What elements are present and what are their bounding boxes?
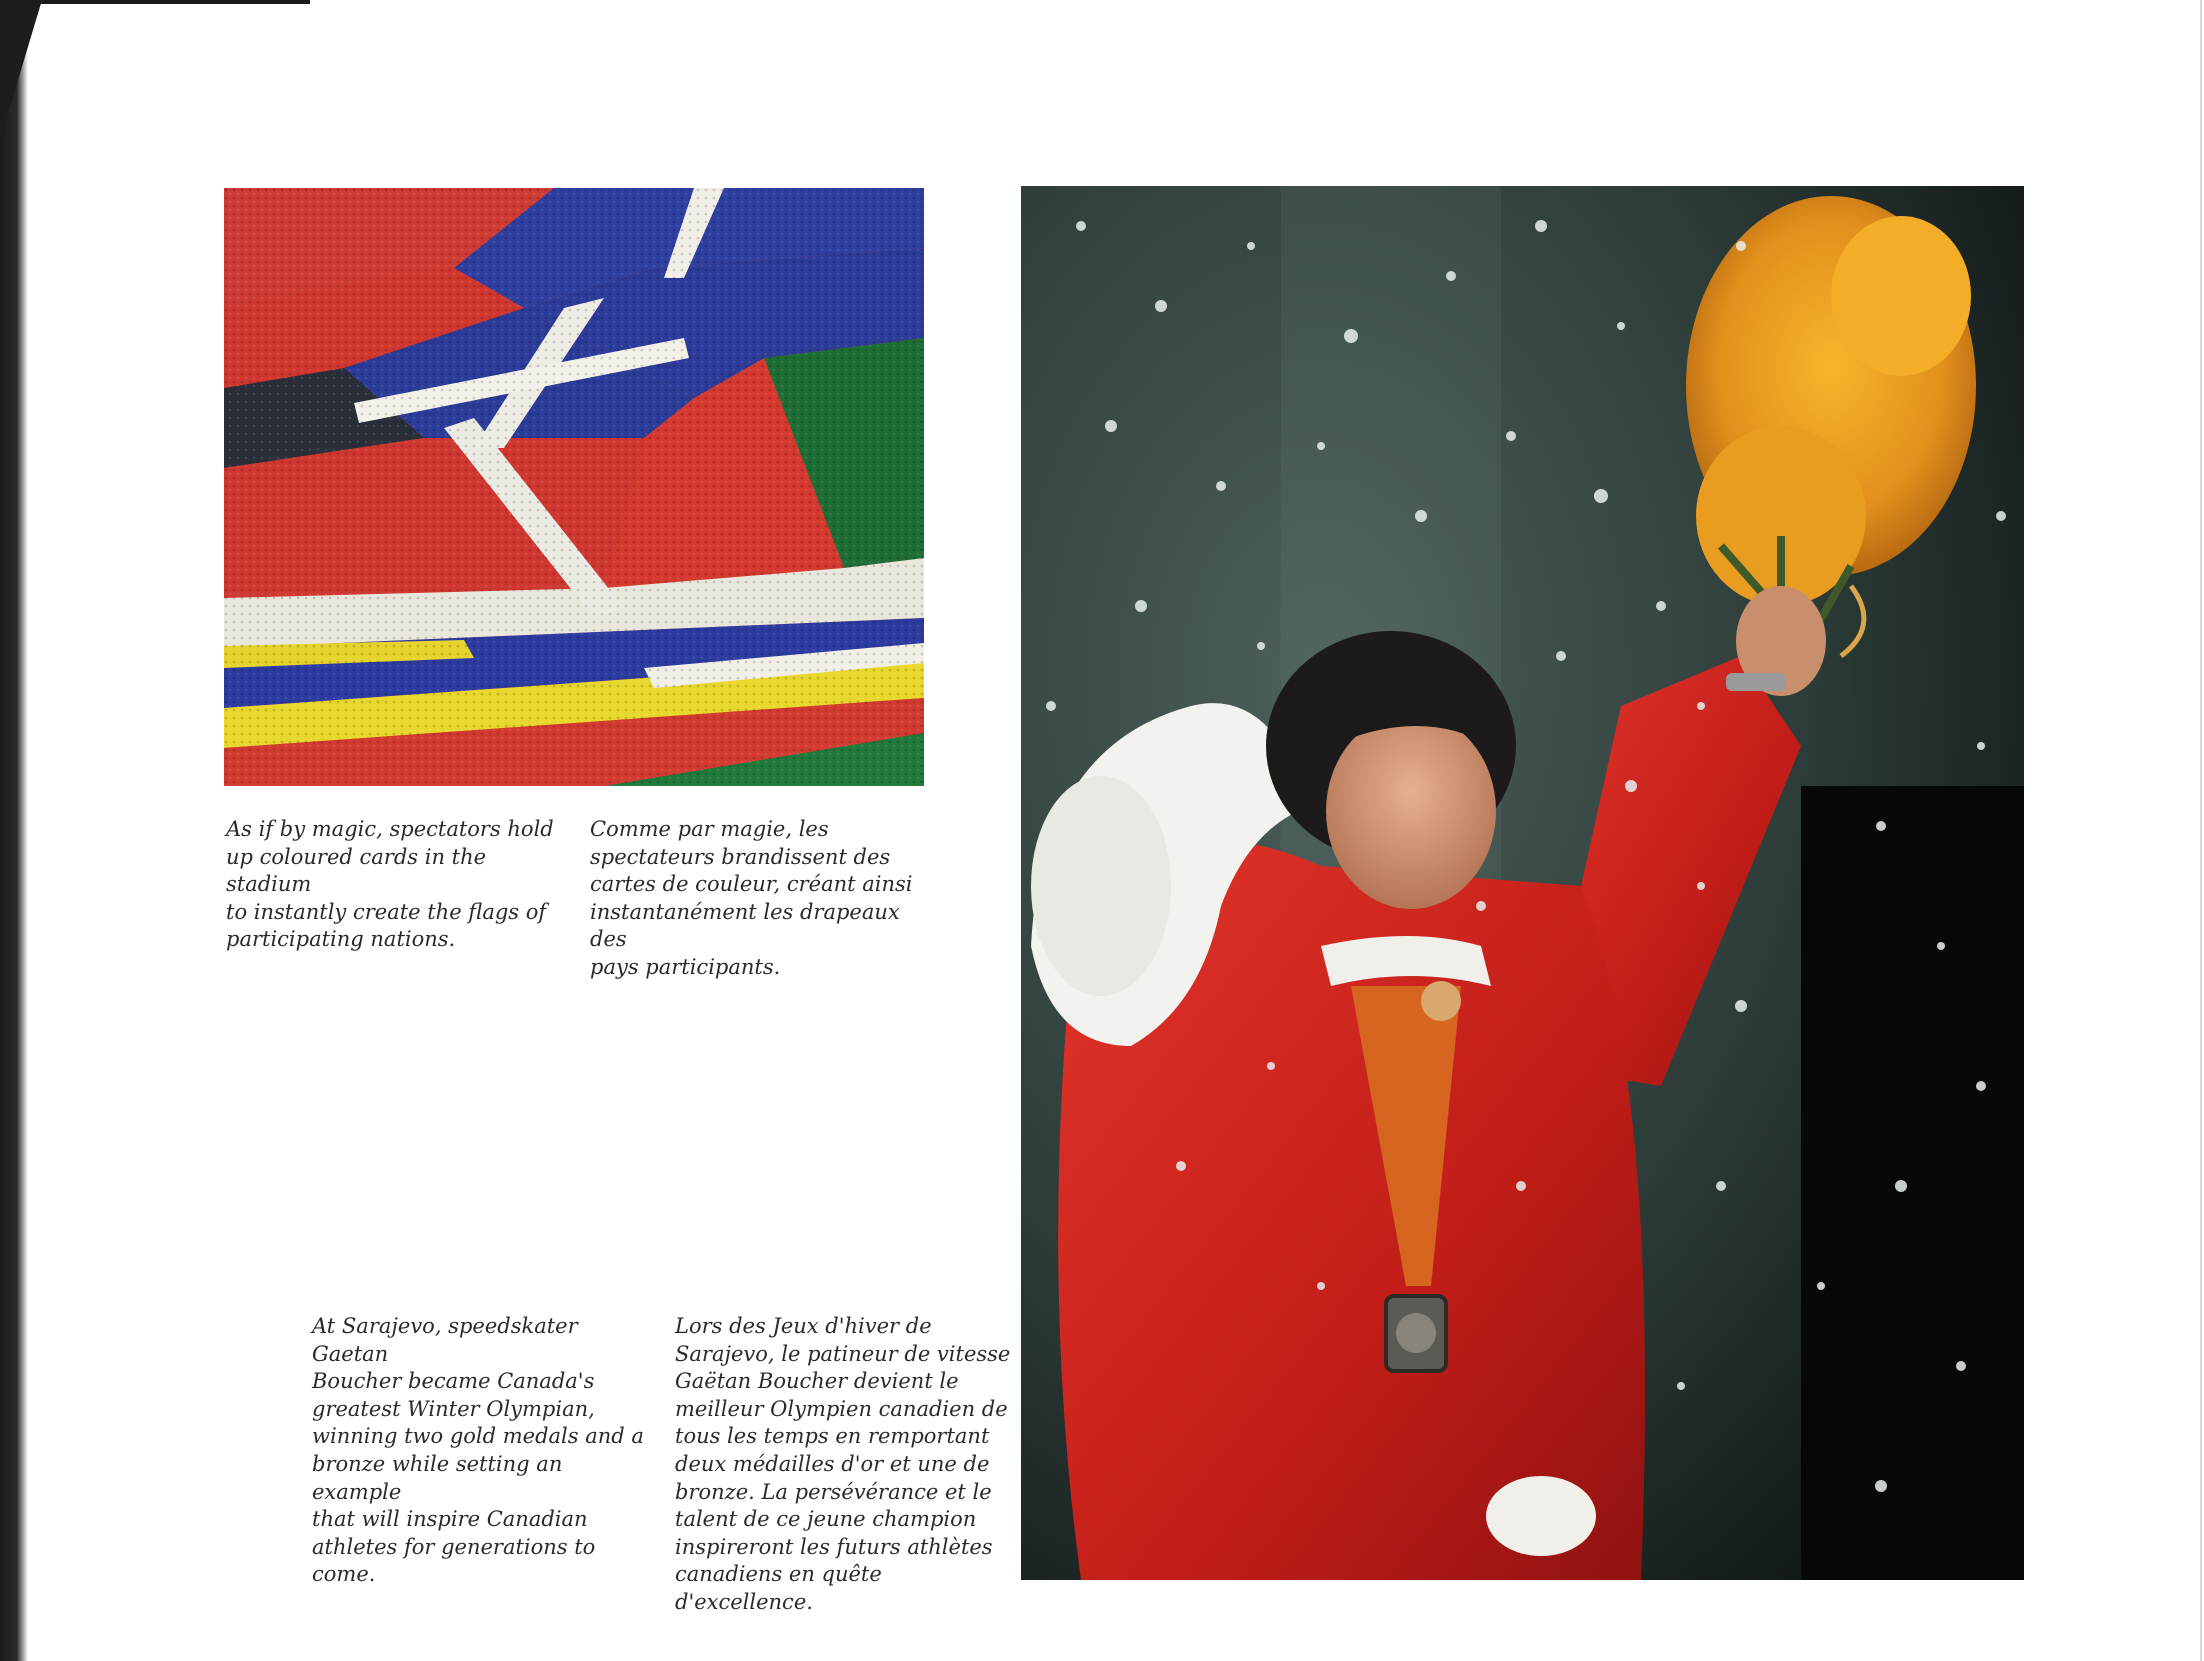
- boucher-caption-french: Lors des Jeux d'hiver de Sarajevo, le patineur de vitesse Gaëtan Boucher devient le meilleur Olympien canadien de tous les temps en remportant deux médailles d'or et une de bronze. La persévérance et le talent de ce jeune champion inspireront les futurs athlètes canadiens en quête d'excellence.: [675, 1314, 1011, 1614]
- skater-with-bouquet-photo: [1021, 186, 2024, 1580]
- boucher-caption-english: At Sarajevo, speedskater Gaetan Boucher became Canada's greatest Winter Olympian, winning two gold medals and a bronze while setting an example that will inspire Canadian athletes for generations to come.: [312, 1314, 644, 1587]
- scan-edge-top: [0, 0, 310, 4]
- scan-edge-left: [0, 0, 28, 1661]
- scan-fold-corner: [0, 0, 42, 140]
- stadium-caption-french: Comme par magie, les spectateurs brandissent des cartes de couleur, créant ainsi instantanément les drapeaux des pays participants.: [590, 817, 913, 979]
- stadium-card-mosaic-photo: [224, 188, 924, 786]
- stadium-caption-english: As if by magic, spectators hold up coloured cards in the stadium to instantly create the flags of participating nations.: [226, 817, 554, 952]
- page-edge-right: [2200, 0, 2202, 1661]
